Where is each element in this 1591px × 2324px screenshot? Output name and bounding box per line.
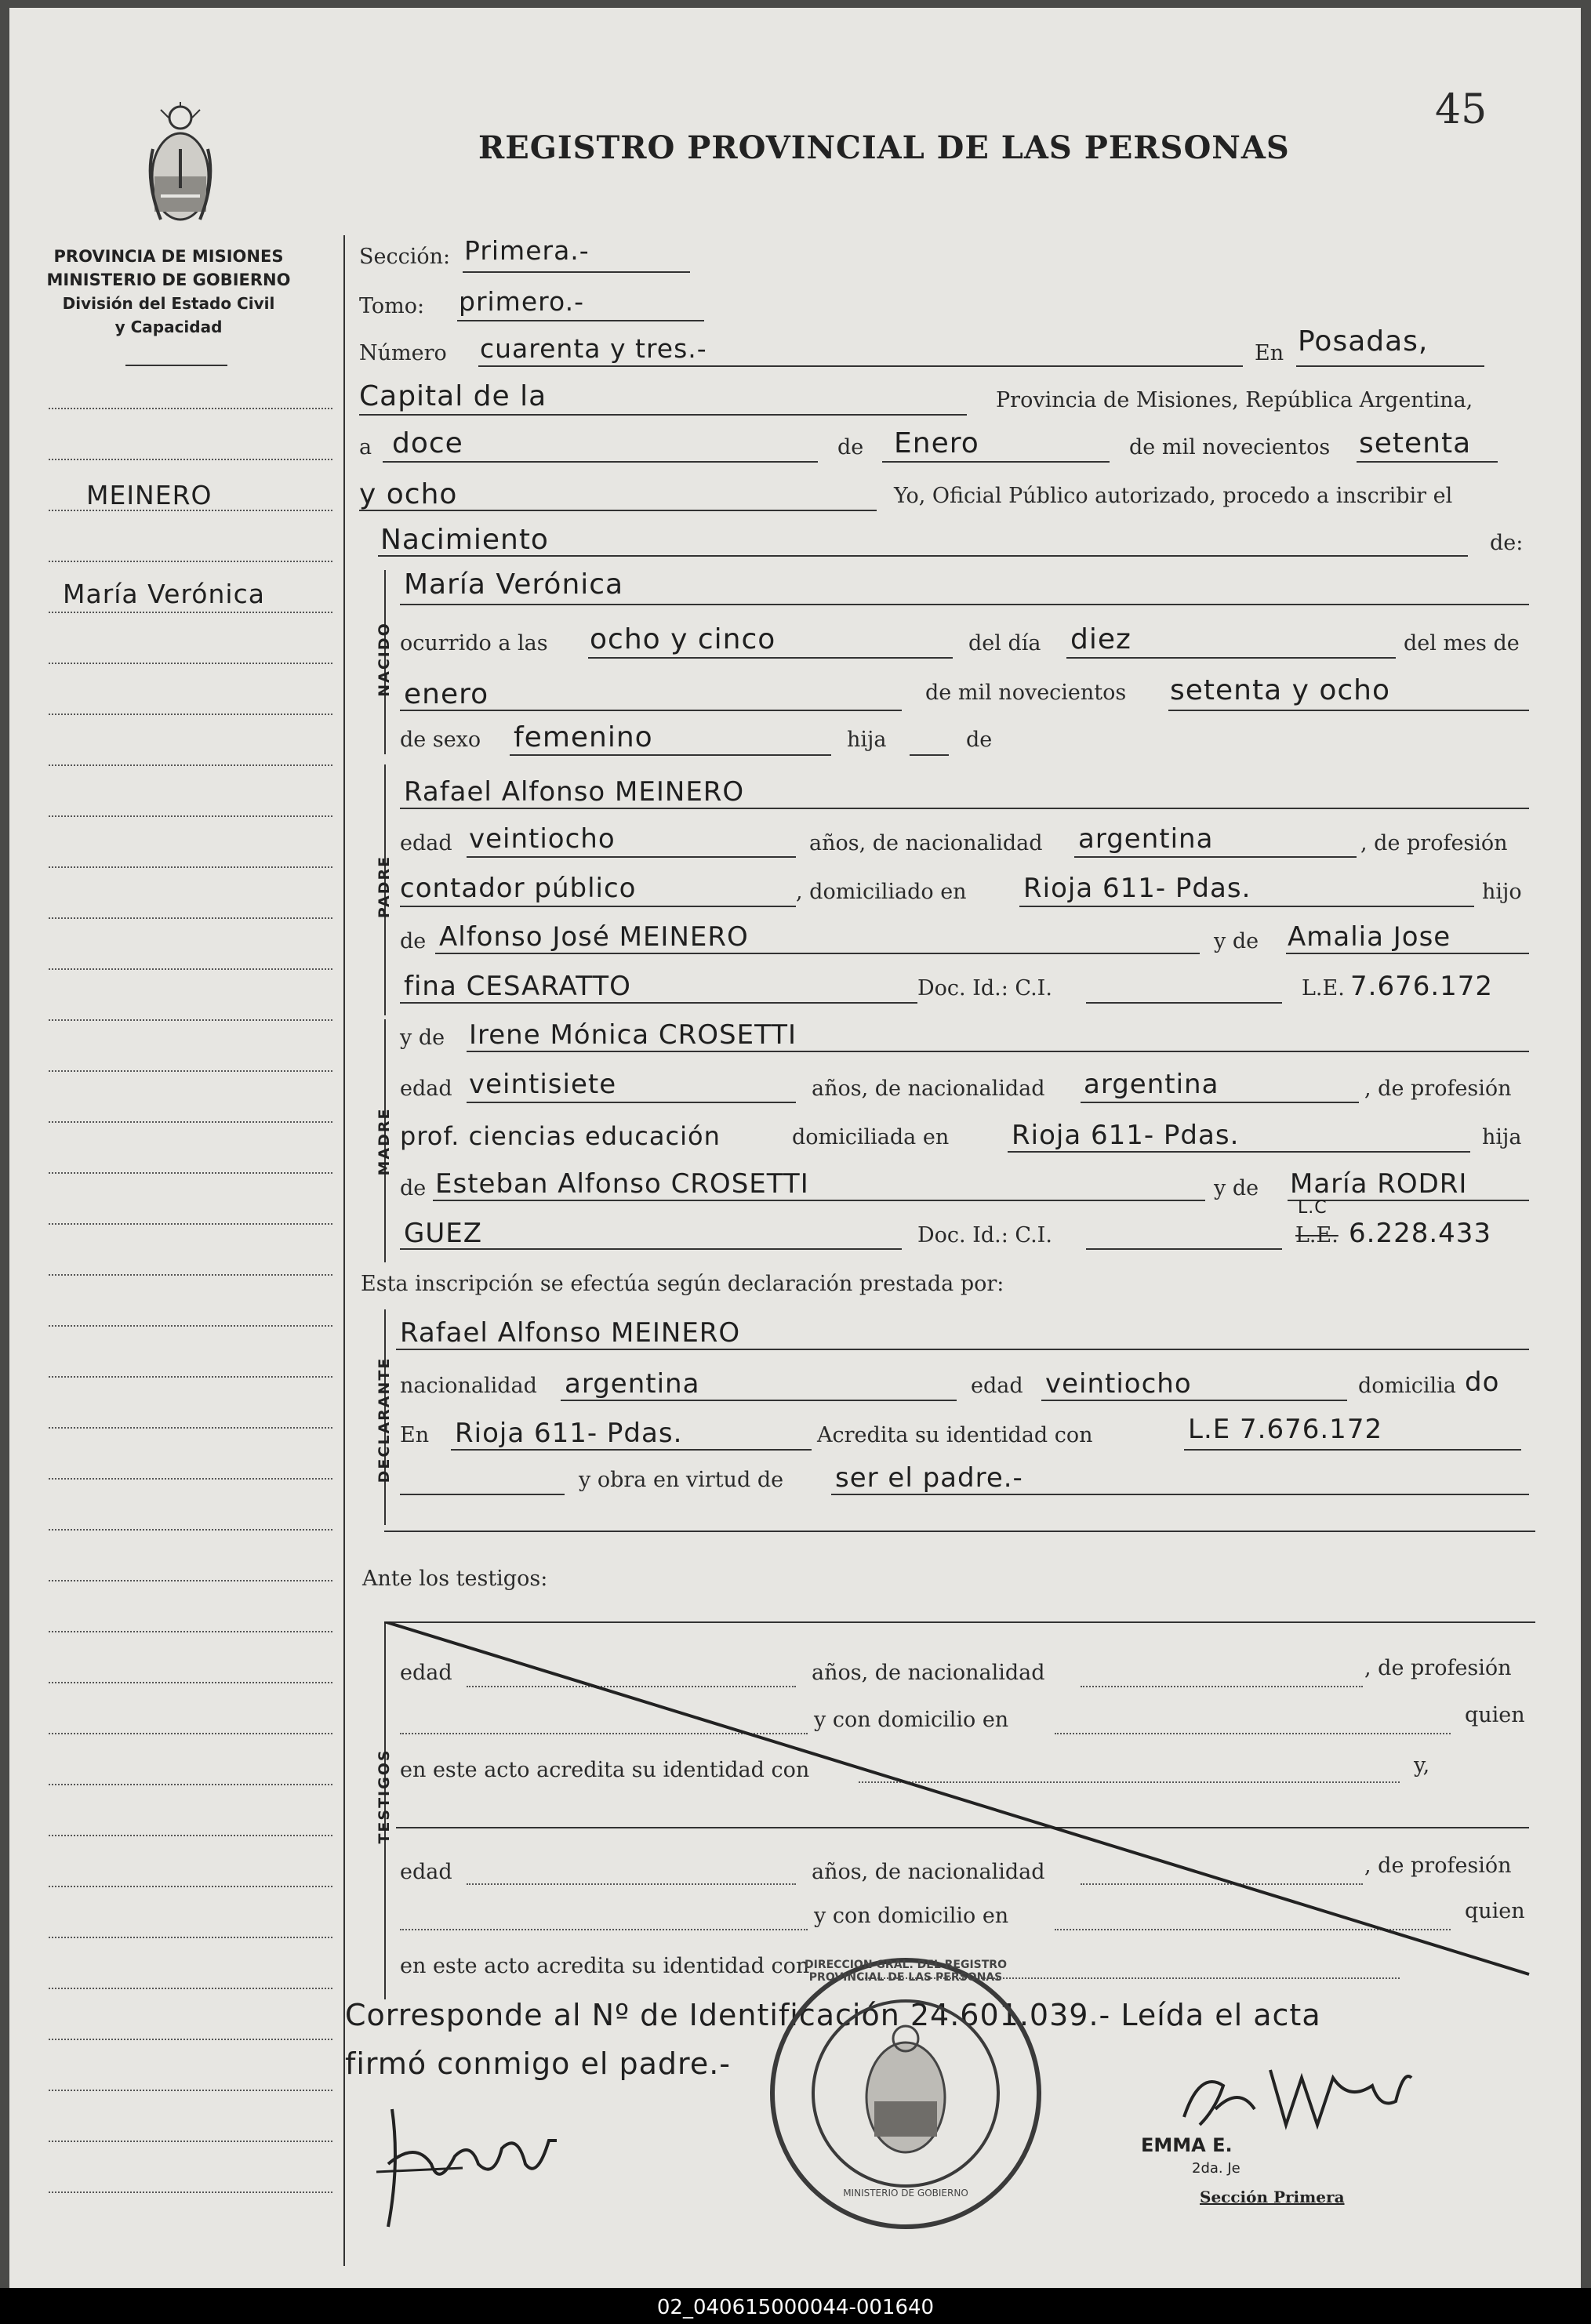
father-prof-label: , de profesión xyxy=(1360,831,1508,855)
ocurrido-label: ocurrido a las xyxy=(400,631,548,655)
mother-father: Esteban Alfonso CROSETTI xyxy=(435,1168,809,1200)
mother-edad-label: edad xyxy=(400,1077,452,1101)
w2-dom-label: y con domicilio en xyxy=(814,1904,1009,1928)
declarant-edad-label: edad xyxy=(971,1374,1023,1398)
y-obra-label: y obra en virtud de xyxy=(579,1468,784,1492)
declarant-nationality: argentina xyxy=(565,1368,700,1400)
ante-testigos-label: Ante los testigos: xyxy=(362,1567,548,1591)
father-nationality: argentina xyxy=(1078,823,1214,855)
father-age: veintiocho xyxy=(469,823,616,855)
w1-nac-label: años, de nacionalidad xyxy=(812,1661,1045,1685)
de-colon-label: de: xyxy=(1490,531,1524,555)
page-number: 45 xyxy=(1435,86,1487,133)
mother-de-label: de xyxy=(400,1176,427,1200)
note-line-1: Corresponde al Nº de Identificación 24.601.039.- Leída el acta xyxy=(345,1998,1321,2032)
madre-label: MADRE xyxy=(376,1107,393,1176)
numero-value: cuarenta y tres.- xyxy=(480,333,707,364)
sexo-label: de sexo xyxy=(400,728,481,752)
city-value: Posadas, xyxy=(1298,325,1429,358)
w2-nac-label: años, de nacionalidad xyxy=(812,1860,1045,1884)
capital-value: Capital de la xyxy=(359,380,547,412)
official-title: 2da. Je xyxy=(1192,2160,1240,2177)
w1-prof-label: , de profesión xyxy=(1364,1656,1512,1680)
yo-label: Yo, Oficial Público autorizado, procedo a inscribir el xyxy=(894,484,1453,508)
del-dia-label: del día xyxy=(968,631,1041,655)
father-le-value: 7.676.172 xyxy=(1350,971,1494,1002)
birth-month: enero xyxy=(404,678,489,710)
act-value: Nacimiento xyxy=(380,524,549,556)
declarant-name: Rafael Alfonso MEINERO xyxy=(400,1317,741,1349)
de-mil-label-2: de mil novecientos xyxy=(925,681,1127,705)
birth-year: setenta y ocho xyxy=(1170,674,1391,706)
margin-given-name: María Verónica xyxy=(63,579,265,609)
testigos-label: TESTIGOS xyxy=(376,1748,393,1844)
official-name: EMMA E. xyxy=(1141,2134,1233,2156)
division-name: División del Estado Civil xyxy=(62,294,275,313)
mother-doc-value: 6.228.433 xyxy=(1349,1218,1492,1249)
ministry-name: MINISTERIO DE GOBIERNO xyxy=(46,271,291,289)
tomo-label: Tomo: xyxy=(359,294,425,318)
mother-doc-label: Doc. Id.: C.I. xyxy=(917,1223,1052,1247)
w1-acto-label: en este acto acredita su identidad con xyxy=(400,1758,810,1782)
note-line-2: firmó conmigo el padre.- xyxy=(345,2046,731,2081)
w2-prof-label: , de profesión xyxy=(1364,1854,1512,1878)
seal-inner-text: MINISTERIO DE GOBIERNO xyxy=(843,2188,968,2199)
footer-file-id: 02_040615000044-001640 xyxy=(656,2296,935,2319)
w2-acto-label: en este acto acredita su identidad con xyxy=(400,1954,810,1978)
margin-surname: MEINERO xyxy=(86,480,212,510)
father-nac-label: años, de nacionalidad xyxy=(809,831,1043,855)
declarante-label: DECLARANTE xyxy=(376,1356,393,1483)
mother-name: Irene Mónica CROSETTI xyxy=(469,1019,797,1051)
w1-y-label: y, xyxy=(1414,1753,1430,1777)
father-profession: contador público xyxy=(400,873,637,904)
day-value: doce xyxy=(392,427,463,459)
acredita-label: Acredita su identidad con xyxy=(817,1423,1093,1447)
witness-cancel-line xyxy=(384,1621,1537,1982)
declarant-capacity: ser el padre.- xyxy=(835,1462,1023,1494)
w1-quien-label: quien xyxy=(1465,1703,1525,1727)
birth-hour: ocho y cinco xyxy=(590,623,776,655)
declarant-id: L.E 7.676.172 xyxy=(1188,1414,1383,1445)
a-label: a xyxy=(359,435,372,459)
father-mother-1: Amalia Jose xyxy=(1288,921,1451,953)
declarant-nac-label: nacionalidad xyxy=(400,1374,537,1398)
hijo-label: hijo xyxy=(1482,880,1522,904)
del-mes-label: del mes de xyxy=(1404,631,1520,655)
nacido-label: NACIDO xyxy=(376,622,393,697)
seccion-value: Primera.- xyxy=(464,235,590,266)
numero-label: Número xyxy=(359,341,447,365)
father-name: Rafael Alfonso MEINERO xyxy=(404,776,745,808)
w2-quien-label: quien xyxy=(1465,1899,1525,1923)
declarant-age: veintiocho xyxy=(1045,1368,1192,1400)
mother-mother-2: GUEZ xyxy=(404,1218,483,1249)
domicilia-label: domicilia xyxy=(1358,1374,1456,1398)
hija-label: hija xyxy=(847,728,887,752)
seccion-label: Sección: xyxy=(359,245,451,269)
official-seal xyxy=(765,1952,1047,2235)
sex-value: femenino xyxy=(514,721,653,753)
province-name: PROVINCIA DE MISIONES xyxy=(53,247,284,266)
mother-yde-label-2: y de xyxy=(1214,1176,1259,1200)
official-signature xyxy=(1168,2054,1435,2141)
father-dom-label: , domiciliado en xyxy=(796,880,967,904)
declarant-address: Rioja 611- Pdas. xyxy=(455,1418,683,1449)
father-address: Rioja 611- Pdas. xyxy=(1023,873,1251,904)
de-label-2: de xyxy=(966,728,993,752)
father-edad-label: edad xyxy=(400,831,452,855)
mother-address: Rioja 611- Pdas. xyxy=(1012,1120,1240,1151)
father-de-label: de xyxy=(400,929,427,953)
father-father: Alfonso José MEINERO xyxy=(439,921,749,953)
en-label: En xyxy=(1255,341,1284,365)
father-yde-label: y de xyxy=(1214,929,1259,953)
year-value-1: setenta xyxy=(1359,427,1472,459)
de-label: de xyxy=(837,435,864,459)
coat-of-arms-icon xyxy=(145,102,216,235)
birth-day: diez xyxy=(1070,623,1131,655)
mother-age: veintisiete xyxy=(469,1069,617,1100)
domicilia-suffix: do xyxy=(1465,1367,1500,1398)
mother-nationality: argentina xyxy=(1084,1069,1219,1100)
month-value: Enero xyxy=(894,427,979,459)
document-title: REGISTRO PROVINCIAL DE LAS PERSONAS xyxy=(478,129,1290,166)
mother-nac-label: años, de nacionalidad xyxy=(812,1077,1045,1101)
seal-outer-text: DIRECCION GRAL. DEL REGISTRO PROVINCIAL DE LAS PERSONAS xyxy=(805,1959,1007,1984)
province-header xyxy=(43,245,294,339)
mother-le-struck: L.E. xyxy=(1295,1223,1339,1247)
father-le-label: L.E. xyxy=(1302,976,1345,1000)
hija-label-2: hija xyxy=(1482,1125,1522,1149)
mother-lc: L.C xyxy=(1298,1198,1328,1218)
tomo-value: primero.- xyxy=(459,286,584,317)
w1-dom-label: y con domicilio en xyxy=(814,1708,1009,1732)
province-label: Provincia de Misiones, República Argentina, xyxy=(996,388,1473,412)
de-mil-label: de mil novecientos xyxy=(1129,435,1331,459)
mother-yde-label: y de xyxy=(400,1026,445,1050)
mother-mother-1: María RODRI xyxy=(1290,1168,1468,1200)
division-name-2: y Capacidad xyxy=(114,318,223,336)
father-signature xyxy=(369,2093,580,2242)
father-mother-2: fina CESARATTO xyxy=(404,971,631,1002)
main-separator xyxy=(343,235,345,2266)
mother-profession: prof. ciencias educación xyxy=(400,1121,721,1151)
mother-dom-label: domiciliada en xyxy=(792,1125,950,1149)
father-doc-label: Doc. Id.: C.I. xyxy=(917,976,1052,1000)
inscripcion-text: Esta inscripción se efectúa según declaración prestada por: xyxy=(361,1272,1004,1296)
mother-prof-label: , de profesión xyxy=(1364,1077,1512,1101)
w1-edad-label: edad xyxy=(400,1661,452,1685)
child-name: María Verónica xyxy=(404,568,624,601)
official-section: Sección Primera xyxy=(1200,2188,1345,2206)
header-underline xyxy=(125,365,227,366)
declarant-en-label: En xyxy=(400,1423,430,1447)
w2-edad-label: edad xyxy=(400,1860,452,1884)
padre-label: PADRE xyxy=(376,855,393,919)
year-value-2: y ocho xyxy=(359,478,458,510)
